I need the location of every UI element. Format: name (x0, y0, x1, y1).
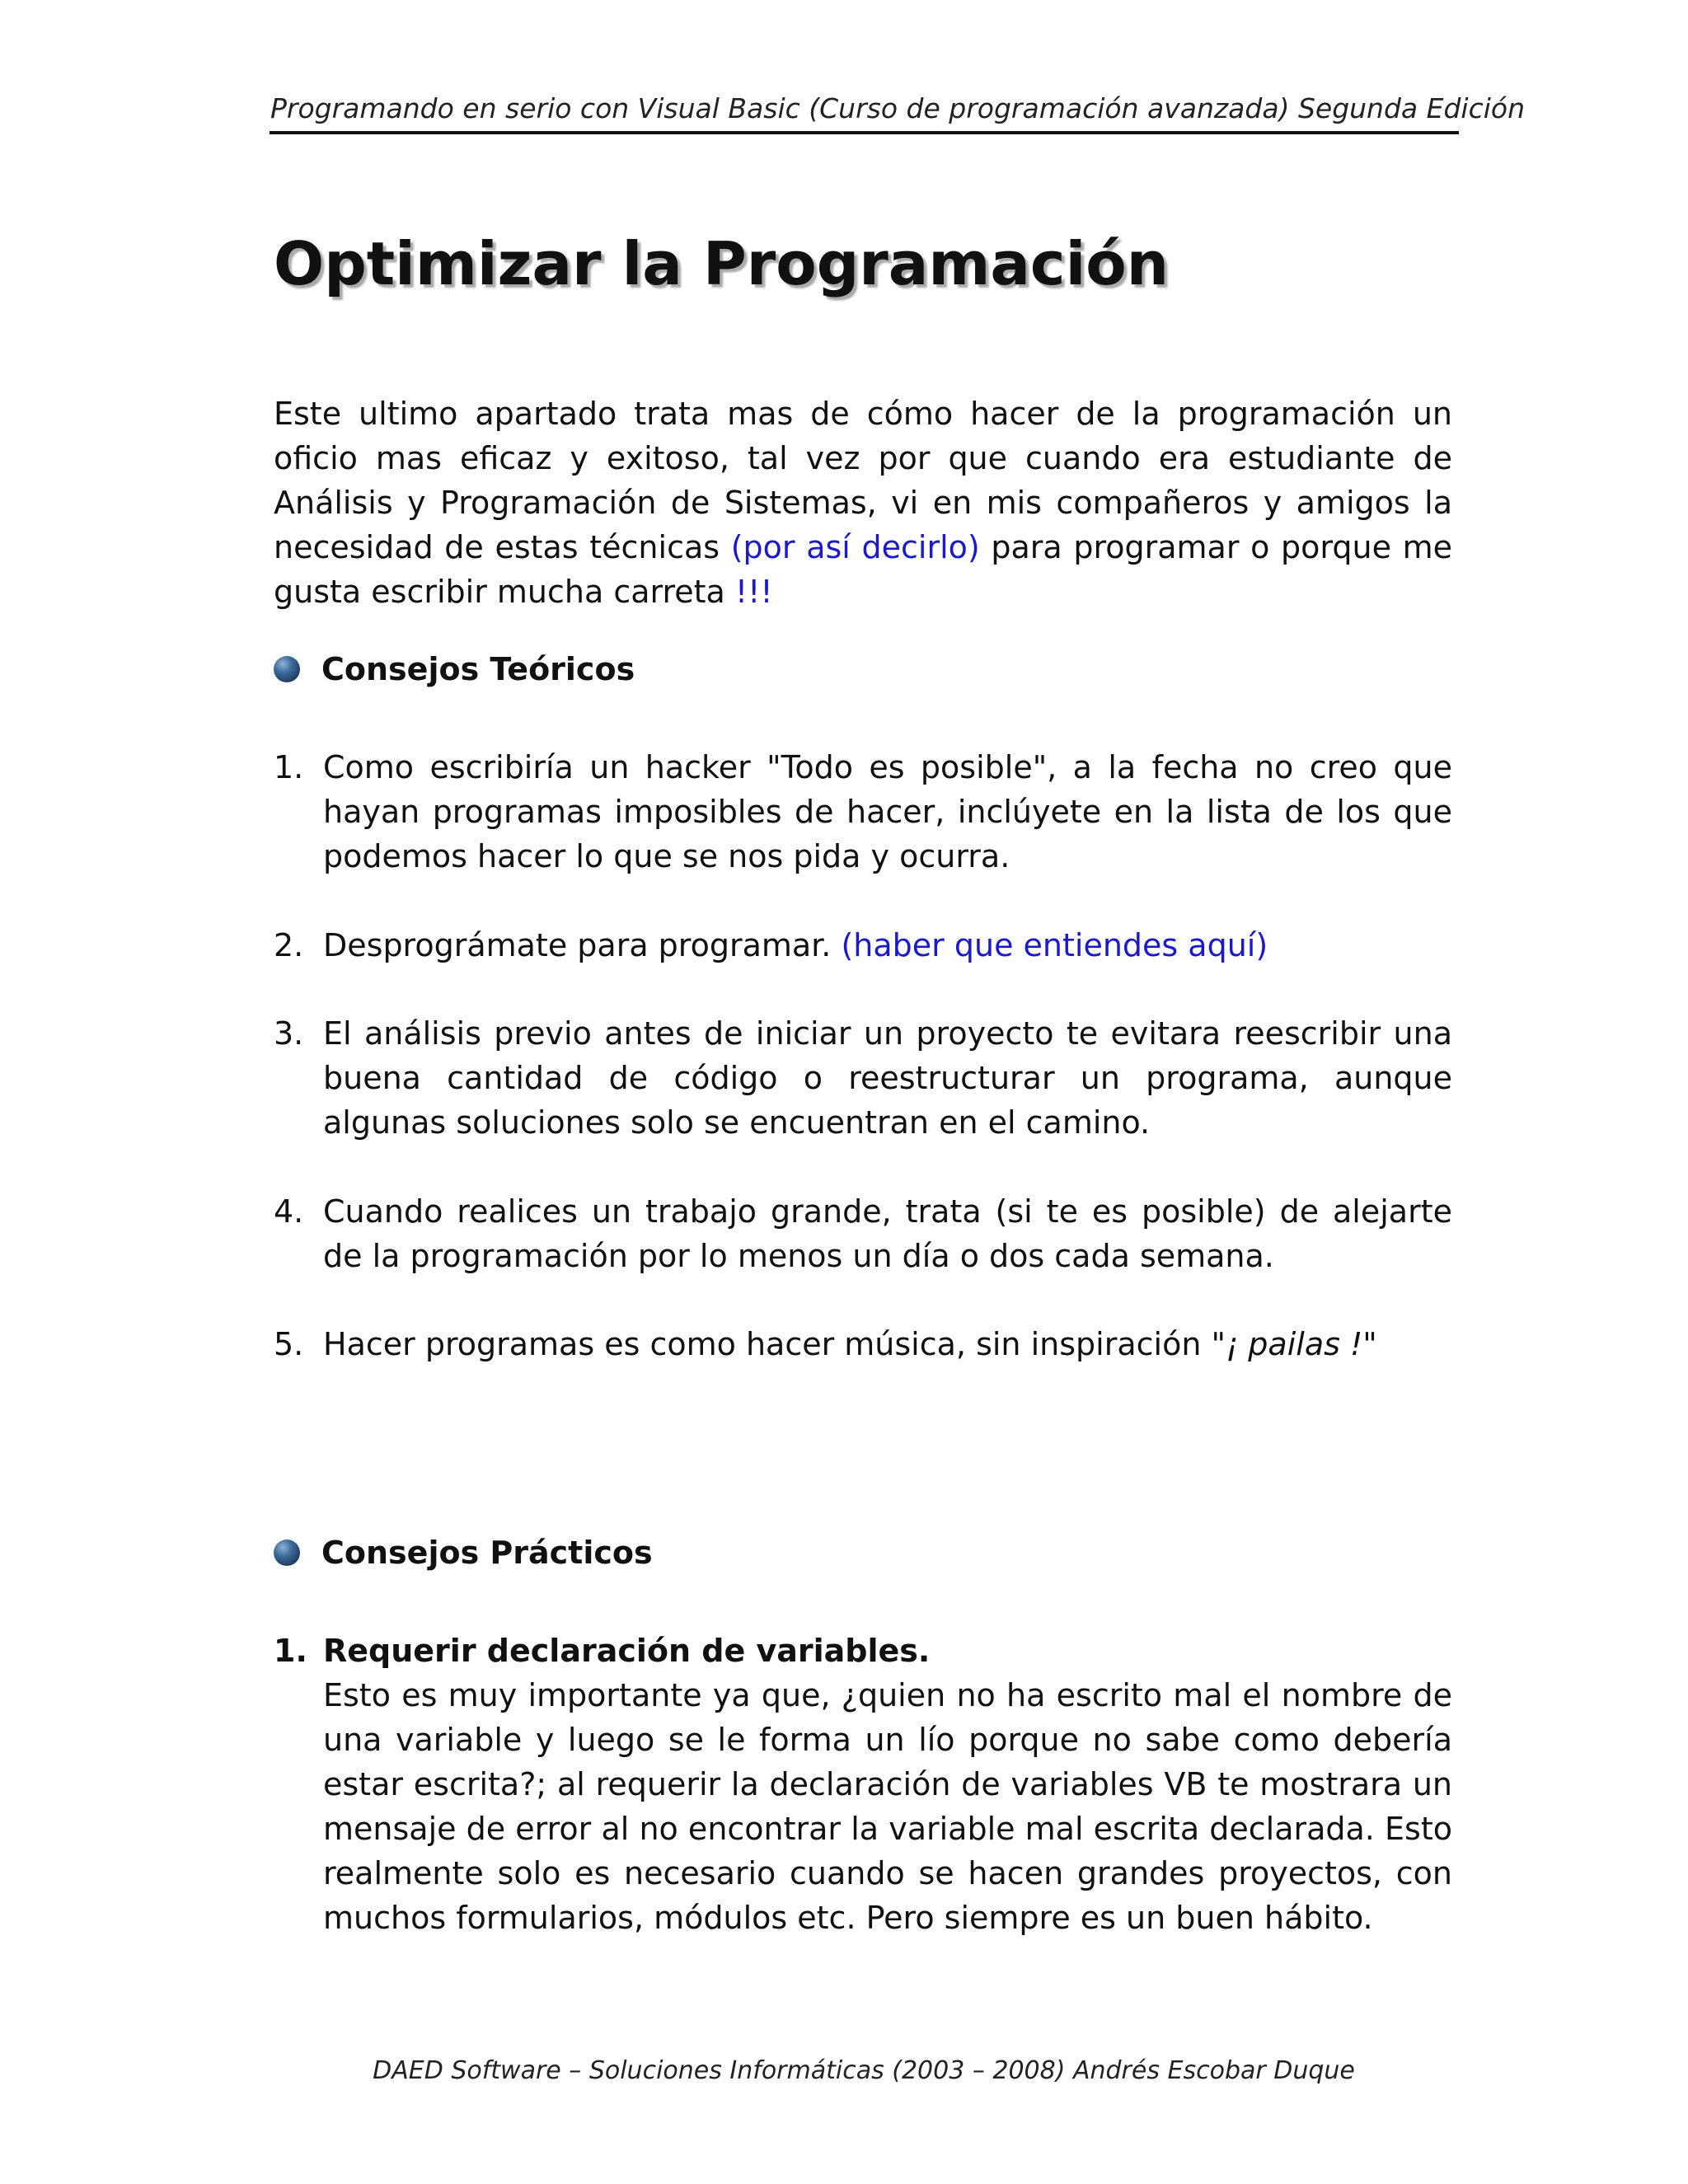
theory-item-5 (274, 1322, 1452, 1366)
theory-item-4 (274, 1189, 1452, 1278)
item-text: El análisis previo antes de iniciar un proyecto te evitara reescribir una buena cantidad de código o reestructurar un programa, aunque algunas soluciones solo se encuentran en el camino. (323, 1015, 1452, 1141)
item-text-wrap (323, 1322, 1452, 1366)
section-heading-label: Consejos Prácticos (321, 1535, 653, 1571)
item-body (323, 1629, 1452, 1940)
section-heading-label: Consejos Teóricos (321, 651, 635, 687)
item-number: 1. (274, 749, 304, 785)
item-text: Como escribiría un hacker "Todo es posible", a la fecha no creo que hayan programas imposibles de hacer, inclúyete en la lista de los que podemos hacer lo que se nos pida y ocurra. (323, 749, 1452, 874)
item-number: 5. (274, 1326, 304, 1362)
theory-item-1 (274, 745, 1452, 879)
item-number: 4. (274, 1193, 304, 1230)
blue-sphere-bullet-icon (274, 656, 300, 682)
blue-sphere-bullet-icon (274, 1540, 300, 1566)
theory-item-3 (274, 1011, 1452, 1145)
section-heading-practice (274, 1535, 653, 1571)
item-text: Cuando realices un trabajo grande, trata (si te es posible) de alejarte de la programación por lo menos un día o dos cada semana. (323, 1193, 1452, 1274)
item-title: Requerir declaración de variables. (323, 1633, 931, 1669)
page-title: Optimizar la Programación (274, 229, 1170, 298)
running-header: Programando en serio con Visual Basic (Curso de programación avanzada) Segunda Edición (270, 92, 1526, 124)
item-quote: "¡ pailas !" (1211, 1326, 1377, 1362)
item-number: 2. (274, 927, 304, 963)
page-footer: DAED Software – Soluciones Informáticas (2003 – 2008) Andrés Escobar Duque (373, 2056, 1355, 2085)
item-text: Desprográmate para programar. (323, 927, 842, 963)
item-text: Hacer programas es como hacer música, sin inspiración (323, 1326, 1212, 1362)
header-rule (270, 131, 1459, 134)
item-note: (haber que entiendes aquí) (841, 927, 1268, 963)
intro-aside: (por así decirlo) (730, 529, 980, 565)
practice-item-1 (274, 1629, 1452, 1940)
item-text: Esto es muy importante ya que, ¿quien no ha escrito mal el nombre de una variable y luego se le forma un lío porque no sabe como debería estar escrita?; al requerir la declaración de variables VB te mostrara un mensaje de error al no encontrar la variable mal escrita declarada. Esto realmente solo es necesario cuando se hacen grandes proyectos, con muchos formularios, módulos etc. Pero siempre es un buen hábito. (323, 1677, 1452, 1936)
item-text-wrap (323, 923, 1452, 968)
intro-paragraph (274, 391, 1452, 614)
section-heading-theory (274, 651, 635, 687)
theory-item-2 (274, 923, 1452, 968)
item-number: 3. (274, 1015, 304, 1052)
intro-exclamation: !!! (734, 574, 773, 610)
intro-text-a: Este ultimo apartado trata mas de cómo hacer de la programación un oficio mas eficaz y exitoso, tal vez por que cuando era estudiante de Análisis y Programación de Sistemas, vi en mis compañeros y amigos la necesidad de estas técnicas (274, 396, 1452, 565)
intro-text-b: para programar o porque me gusta escribir mucha carreta (274, 529, 1453, 610)
item-number: 1. (274, 1633, 307, 1669)
